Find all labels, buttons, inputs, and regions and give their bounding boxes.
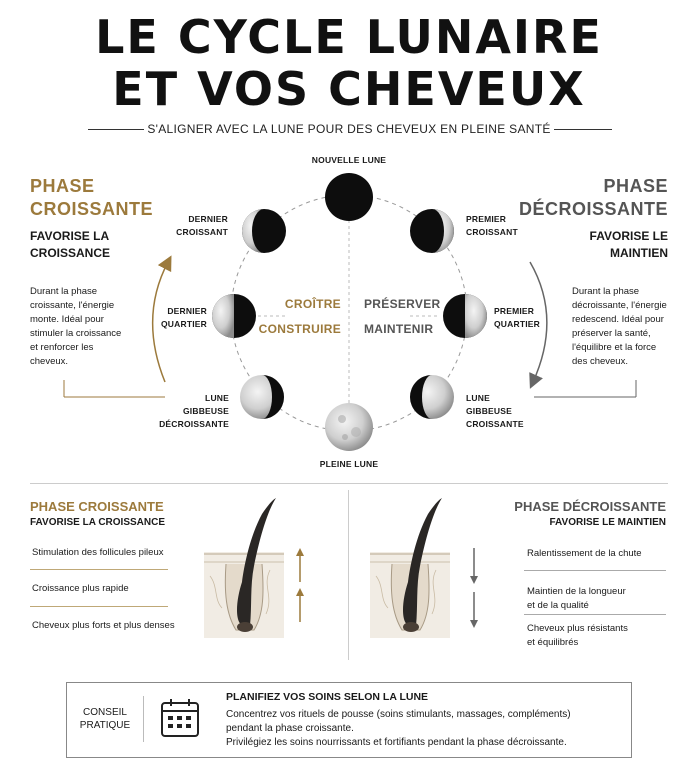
- label-line: DERNIER: [167, 306, 207, 316]
- list-divider: [30, 606, 168, 607]
- waxing-crescent-moon: [410, 209, 454, 253]
- label-waning-crescent: [176, 213, 228, 239]
- label-line: GIBBEUSE: [466, 406, 512, 416]
- label-line: PREMIER: [466, 214, 507, 224]
- right-desc-line: préserver la santé,: [572, 328, 651, 339]
- first-quarter-moon: [443, 294, 487, 338]
- label-line: CROISSANTE: [466, 419, 524, 429]
- benefit-line: et de la qualité: [527, 600, 589, 611]
- center-maintenir: MAINTENIR: [364, 322, 434, 336]
- center-construire: CONSTRUIRE: [258, 322, 341, 336]
- tip-body: [226, 708, 571, 750]
- right-desc-line: des cheveux.: [572, 356, 628, 367]
- page-title-line2: ET VOS CHEVEUX: [112, 62, 586, 116]
- growth-benefit: Stimulation des follicules pileux: [32, 547, 164, 558]
- list-divider: [30, 569, 168, 570]
- label-line: LUNE: [205, 393, 229, 403]
- label-waxing-crescent: [466, 213, 518, 239]
- right-phase-title-1: PHASE: [603, 176, 668, 196]
- right-desc-line: l'équilibre et la force: [572, 342, 657, 353]
- left-phase-sub-2: CROISSANCE: [30, 246, 111, 260]
- growth-benefit: Cheveux plus forts et plus denses: [32, 620, 175, 631]
- left-desc-line: monte. Idéal pour: [30, 314, 104, 325]
- right-phase-sub-1: FAVORISE LE: [589, 229, 668, 243]
- tip-line: pendant la phase croissante.: [226, 723, 354, 734]
- hair-follicle-maintain-illustration: [370, 496, 482, 644]
- label-waning-gibbous: [159, 392, 229, 431]
- right-desc-line: Durant la phase: [572, 286, 640, 297]
- bottom-right-title: PHASE DÉCROISSANTE: [514, 499, 666, 514]
- left-phase-sub-1: FAVORISE LA: [30, 229, 110, 243]
- label-line: QUARTIER: [494, 319, 540, 329]
- growth-benefit: Croissance plus rapide: [32, 583, 129, 594]
- page-title-line1: LE CYCLE LUNAIRE: [95, 10, 603, 64]
- label-last-quarter: [161, 305, 207, 331]
- bottom-left-title: PHASE CROISSANTE: [30, 499, 164, 514]
- list-divider: [524, 614, 666, 615]
- benefit-line: et équilibrés: [527, 637, 579, 648]
- center-preserver: PRÉSERVER: [364, 297, 441, 311]
- left-desc-line: cheveux.: [30, 356, 69, 367]
- tip-label-line: PRATIQUE: [79, 720, 131, 731]
- tip-line: Privilégiez les soins nourrissants et fortifiants pendant la phase décroissante.: [226, 737, 567, 748]
- tip-label: [78, 706, 132, 732]
- calendar-icon: [160, 697, 200, 739]
- bottom-right-sub: FAVORISE LE MAINTIEN: [549, 517, 666, 528]
- left-phase-title-1: PHASE: [30, 176, 95, 196]
- label-line: CROISSANT: [466, 227, 518, 237]
- label-waxing-gibbous: [466, 392, 524, 431]
- last-quarter-moon: [212, 294, 256, 338]
- tip-separator: [143, 696, 144, 742]
- label-line: QUARTIER: [161, 319, 207, 329]
- left-desc-line: stimuler la croissance: [30, 328, 122, 339]
- label-line: PREMIER: [494, 306, 535, 316]
- benefit-line: Ralentissement de la chute: [527, 548, 642, 559]
- hair-follicle-growth-illustration: [204, 496, 316, 644]
- right-desc-line: décroissante, l'énergie: [572, 300, 667, 311]
- right-phase-sub-2: MAINTIEN: [610, 246, 668, 260]
- label-line: GIBBEUSE: [183, 406, 229, 416]
- waning-crescent-moon: [242, 209, 286, 253]
- bottom-left-sub: FAVORISE LA CROISSANCE: [30, 517, 166, 528]
- tip-label-line: CONSEIL: [83, 707, 127, 718]
- section-separator: [30, 483, 668, 484]
- new-moon: [325, 173, 373, 221]
- label-new-moon: NOUVELLE LUNE: [311, 155, 387, 165]
- list-divider: [524, 570, 666, 571]
- maintain-benefit: [527, 547, 642, 561]
- label-line: DERNIER: [188, 214, 228, 224]
- label-line: CROISSANT: [176, 227, 228, 237]
- tip-heading: PLANIFIEZ VOS SOINS SELON LA LUNE: [226, 691, 429, 703]
- column-separator: [348, 490, 349, 660]
- benefit-line: Maintien de la longueur: [527, 586, 626, 597]
- left-phase-title-2: CROISSANTE: [30, 199, 154, 219]
- waxing-gibbous-moon: [410, 375, 454, 419]
- right-phase-title-2: DÉCROISSANTE: [518, 199, 668, 219]
- maintain-benefit: [527, 622, 628, 650]
- full-moon: [325, 403, 373, 451]
- subtitle-rule-right: [554, 129, 612, 130]
- label-line: DÉCROISSANTE: [159, 419, 229, 429]
- lunar-cycle-diagram: [0, 140, 698, 480]
- left-desc-line: et renforcer les: [30, 342, 94, 353]
- tip-line: Concentrez vos rituels de pousse (soins stimulants, massages, compléments): [226, 709, 571, 720]
- left-desc-line: Durant la phase: [30, 286, 98, 297]
- maintain-benefit: [527, 585, 626, 613]
- label-full-moon: PLEINE LUNE: [319, 459, 379, 469]
- benefit-line: Cheveux plus résistants: [527, 623, 628, 634]
- left-desc-line: croissante, l'énergie: [30, 300, 115, 311]
- label-line: LUNE: [466, 393, 490, 403]
- right-desc-line: redescend. Idéal pour: [572, 314, 664, 325]
- waning-gibbous-moon: [240, 375, 284, 419]
- label-first-quarter: [494, 305, 540, 331]
- subtitle: S'ALIGNER AVEC LA LUNE POUR DES CHEVEUX EN PLEINE SANTÉ: [147, 122, 551, 136]
- center-croitre: CROÎTRE: [284, 297, 341, 311]
